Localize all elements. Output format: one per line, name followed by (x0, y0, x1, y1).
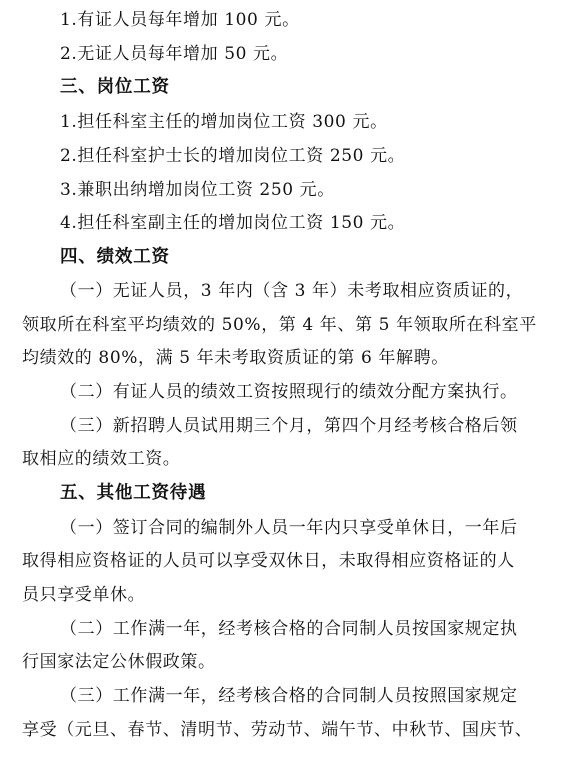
paragraph-line: （一）无证人员，3 年内（含 3 年）未考取相应资质证的， (60, 281, 524, 301)
item-line: 1.有证人员每年增加 100 元。 (60, 10, 300, 30)
paragraph-continuation: 员只享受单休。 (22, 585, 146, 605)
item-line: 2.无证人员每年增加 50 元。 (60, 44, 289, 64)
item-line: 1.担任科室主任的增加岗位工资 300 元。 (60, 112, 388, 132)
section-heading: 三、岗位工资 (60, 77, 170, 97)
paragraph-continuation: 享受（元旦、春节、清明节、劳动节、端午节、中秋节、国庆节、 (22, 720, 533, 740)
paragraph-continuation: 取得相应资格证的人员可以享受双休日，未取得相应资格证的人 (22, 551, 515, 571)
paragraph-continuation: 取相应的绩效工资。 (22, 449, 181, 469)
paragraph-line: （三）新招聘人员试用期三个月，第四个月经考核合格后领 (60, 416, 518, 436)
item-line: 2.担任科室护士长的增加岗位工资 250 元。 (60, 146, 406, 166)
paragraph-line: （一）签订合同的编制外人员一年内只享受单休日，一年后 (60, 518, 518, 538)
item-line: 4.担任科室副主任的增加岗位工资 150 元。 (60, 213, 406, 233)
paragraph-line: （二）有证人员的绩效工资按照现行的绩效分配方案执行。 (60, 382, 518, 402)
item-line: 3.兼职出纳增加岗位工资 250 元。 (60, 180, 335, 200)
paragraph-continuation: 行国家法定公休假政策。 (22, 652, 216, 672)
paragraph-line: （三）工作满一年，经考核合格的合同制人员按照国家规定 (60, 686, 518, 706)
paragraph-line: （二）工作满一年，经考核合格的合同制人员按国家规定执 (60, 619, 518, 639)
section-heading: 四、绩效工资 (60, 247, 170, 267)
paragraph-continuation: 均绩效的 80%，满 5 年未考取资质证的第 6 年解聘。 (22, 348, 449, 368)
section-heading: 五、其他工资待遇 (60, 483, 207, 503)
paragraph-continuation: 领取所在科室平均绩效的 50%，第 4 年、第 5 年领取所在科室平 (22, 315, 537, 335)
